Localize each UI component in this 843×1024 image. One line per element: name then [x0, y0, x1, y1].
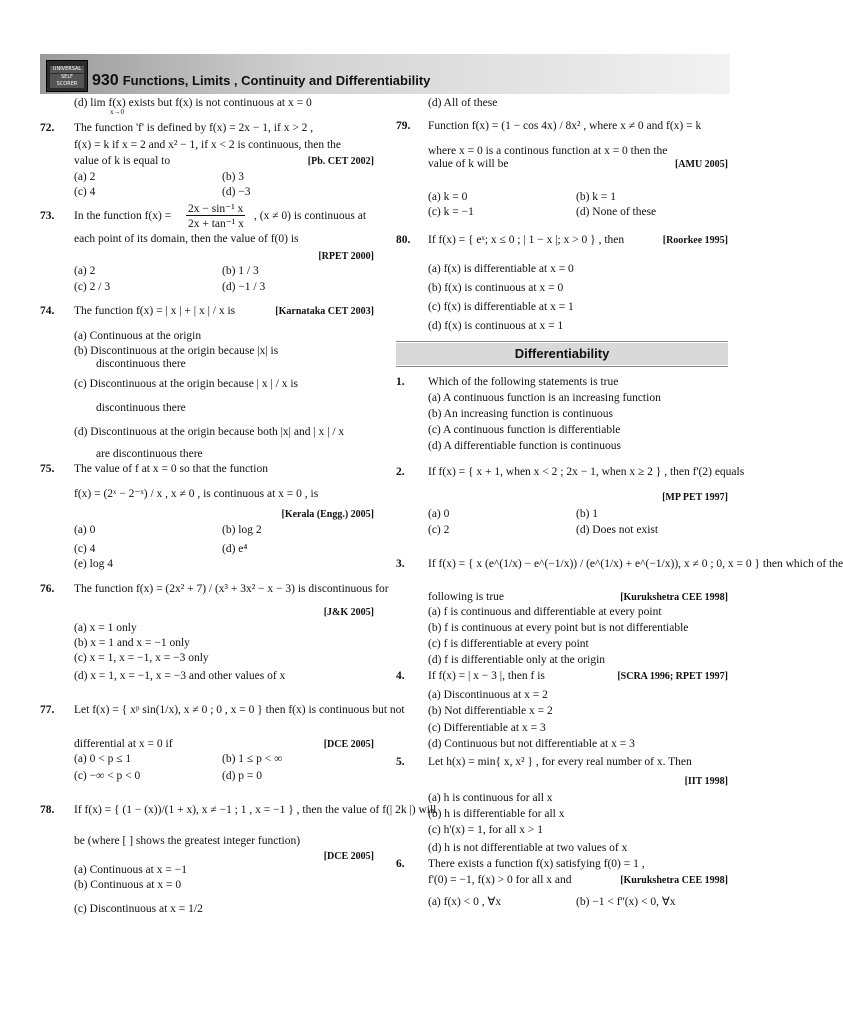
- q76-option-d: (d) x = 1, x = −1, x = −3 and other values of x: [74, 670, 286, 682]
- q79-text-1: Function f(x) = (1 − cos 4x) / 8x² , where x ≠ 0 and f(x) = k: [428, 120, 702, 132]
- q72-option-c: (c) 4: [74, 186, 96, 198]
- q72-option-b: (b) 3: [222, 171, 245, 183]
- q78-option-b: (b) Continuous at x = 0: [74, 879, 182, 891]
- q73-fraction-numerator: 2x − sin⁻¹ x: [188, 203, 244, 215]
- q73-option-c: (c) 2 / 3: [74, 281, 111, 293]
- q73-text-2: each point of its domain, then the value of f(0) is: [74, 233, 299, 245]
- q74-option-d: (d) Discontinuous at the origin because both |x| and | x | / x: [74, 426, 345, 438]
- d2-option-c: (c) 2: [428, 524, 450, 536]
- d2-option-d: (d) Does not exist: [576, 524, 659, 536]
- q79-text-2: where x = 0 is a continous function at x = 0 then the: [428, 145, 668, 157]
- q80-option-a: (a) f(x) is differentiable at x = 0: [428, 263, 574, 275]
- q79-option-c: (c) k = −1: [428, 206, 474, 218]
- d2-text: If f(x) = { x + 1, when x < 2 ; 2x − 1, when x ≥ 2 } , then f'(2) equals: [428, 466, 745, 478]
- q80-source: [Roorkee 1995]: [662, 235, 728, 246]
- q76-source: [J&K 2005]: [323, 607, 374, 618]
- q78-option-c: (c) Discontinuous at x = 1/2: [74, 903, 203, 915]
- q72-text-1: The function 'f' is defined by f(x) = 2x − 1, if x > 2 ,: [74, 122, 314, 134]
- q76-option-a: (a) x = 1 only: [74, 622, 137, 634]
- q78-text-1: If f(x) = { (1 − (x))/(1 + x), x ≠ −1 ; 1 , x = −1 } , then the value of f(| 2k |) will: [74, 804, 437, 816]
- q78-option-d: (d) All of these: [428, 97, 498, 109]
- d3-option-d: (d) f is differentiable only at the origin: [428, 654, 606, 666]
- chapter-title: Functions, Limits , Continuity and Differentiability: [122, 73, 431, 88]
- q78-option-a: (a) Continuous at x = −1: [74, 864, 187, 876]
- q79-option-b: (b) k = 1: [576, 191, 617, 203]
- d3-option-b: (b) f is continuous at every point but is not differentiable: [428, 622, 689, 634]
- d1-option-d: (d) A differentiable function is continuous: [428, 440, 622, 452]
- q76-option-b: (b) x = 1 and x = −1 only: [74, 637, 190, 649]
- d4-option-c: (c) Differentiable at x = 3: [428, 722, 546, 734]
- d3-text-1: If f(x) = { x (e^(1/x) − e^(−1/x)) / (e^(1/x) + e^(−1/x)), x ≠ 0 ; 0, x = 0 } then which of the: [428, 558, 843, 570]
- q80-option-d: (d) f(x) is continuous at x = 1: [428, 320, 564, 332]
- q72-text-2: f(x) = k if x = 2 and x² − 1, if x < 2 is continuous, then the: [74, 139, 342, 151]
- q73-source: [RPET 2000]: [318, 251, 374, 262]
- d5-option-d: (d) h is not differentiable at two values of x: [428, 842, 628, 854]
- q72-source: [Pb. CET 2002]: [307, 156, 374, 167]
- d5-source: [IIT 1998]: [684, 776, 728, 787]
- q74-source: [Karnataka CET 2003]: [275, 306, 374, 317]
- q74-option-c-cont: discontinuous there: [96, 402, 186, 414]
- d2-source: [MP PET 1997]: [662, 492, 728, 503]
- q75-option-e: (e) log 4: [74, 558, 113, 570]
- q74-option-c: (c) Discontinuous at the origin because | x | / x is: [74, 378, 299, 390]
- q75-option-c: (c) 4: [74, 543, 96, 555]
- q74-option-a: (a) Continuous at the origin: [74, 330, 202, 342]
- q73-fraction-denominator: 2x + tan⁻¹ x: [188, 218, 244, 230]
- q74-option-b-cont: discontinuous there: [96, 358, 186, 370]
- q79-source: [AMU 2005]: [674, 159, 728, 170]
- d1-option-c: (c) A continuous function is differentiable: [428, 424, 621, 436]
- q80-text-1: If f(x) = { eˣ; x ≤ 0 ; | 1 − x |; x > 0 } , then: [428, 234, 625, 246]
- d3-source: [Kurukshetra CEE 1998]: [620, 592, 728, 603]
- q75-text-1: The value of f at x = 0 so that the function: [74, 463, 268, 475]
- q75-text-2: f(x) = (2ˣ − 2⁻ˣ) / x , x ≠ 0 , is continuous at x = 0 , is: [74, 488, 319, 500]
- d6-text-2: f'(0) = −1, f(x) > 0 for all x and: [428, 874, 572, 886]
- q77-text-2: differential at x = 0 if: [74, 738, 173, 750]
- limit-subscript: x→0: [110, 108, 124, 116]
- d6-source: [Kurukshetra CEE 1998]: [620, 875, 728, 886]
- q78-text-2: be (where [ ] shows the greatest integer function): [74, 835, 301, 847]
- page-title: [92, 72, 430, 90]
- q80-option-c: (c) f(x) is differentiable at x = 1: [428, 301, 574, 313]
- d4-option-a: (a) Discontinuous at x = 2: [428, 689, 548, 701]
- d5-option-b: (b) h is differentiable for all x: [428, 808, 565, 820]
- q79-option-d: (d) None of these: [576, 206, 657, 218]
- q77-option-b: (b) 1 ≤ p < ∞: [222, 753, 283, 765]
- d1-option-b: (b) An increasing function is continuous: [428, 408, 613, 420]
- d3-option-a: (a) f is continuous and differentiable at every point: [428, 606, 662, 618]
- d4-text: If f(x) = | x − 3 |, then f is: [428, 670, 545, 682]
- q79-option-a: (a) k = 0: [428, 191, 468, 203]
- d2-option-b: (b) 1: [576, 508, 599, 520]
- publisher-logo: UNIVERSAL SELF SCORER: [46, 60, 88, 92]
- q73-option-b: (b) 1 / 3: [222, 265, 259, 277]
- page-number: 930: [92, 72, 119, 89]
- d5-option-c: (c) h'(x) = 1, for all x > 1: [428, 824, 543, 836]
- d6-option-b: (b) −1 < f''(x) < 0, ∀x: [576, 896, 676, 908]
- q76-option-c: (c) x = 1, x = −1, x = −3 only: [74, 652, 209, 664]
- q73-option-a: (a) 2: [74, 265, 96, 277]
- q73-option-d: (d) −1 / 3: [222, 281, 266, 293]
- d6-option-a: (a) f(x) < 0 , ∀x: [428, 896, 502, 908]
- d4-option-b: (b) Not differentiable x = 2: [428, 705, 553, 717]
- section-heading-differentiability: Differentiability: [396, 343, 728, 365]
- q75-option-d: (d) e⁴: [222, 543, 248, 555]
- q76-text-1: The function f(x) = (2x² + 7) / (x³ + 3x² − x − 3) is discontinuous for: [74, 583, 389, 595]
- q77-option-d: (d) p = 0: [222, 770, 263, 782]
- q72-option-d: (d) −3: [222, 186, 251, 198]
- q75-option-b: (b) log 2: [222, 524, 262, 536]
- q79-text-3: value of k will be: [428, 158, 509, 170]
- q73-text-1b: , (x ≠ 0) is continuous at: [254, 210, 367, 222]
- q74-option-d-cont: are discontinuous there: [96, 448, 203, 460]
- d4-option-d: (d) Continuous but not differentiable at x = 3: [428, 738, 635, 750]
- q77-option-c: (c) −∞ < p < 0: [74, 770, 141, 782]
- q80-option-b: (b) f(x) is continuous at x = 0: [428, 282, 564, 294]
- q74-text-1: The function f(x) = | x | + | x | / x is: [74, 305, 236, 317]
- d5-option-a: (a) h is continuous for all x: [428, 792, 553, 804]
- q78-source: [DCE 2005]: [323, 851, 374, 862]
- d6-text-1: There exists a function f(x) satisfying f(0) = 1 ,: [428, 858, 645, 870]
- q72-option-a: (a) 2: [74, 171, 96, 183]
- d1-option-a: (a) A continuous function is an increasing function: [428, 392, 661, 404]
- q72-text-3: value of k is equal to: [74, 155, 171, 167]
- q71-option-d: (d) lim f(x) exists but f(x) is not continuous at x = 0: [74, 97, 312, 109]
- d3-option-c: (c) f is differentiable at every point: [428, 638, 589, 650]
- q77-text-1: Let f(x) = { xᵖ sin(1/x), x ≠ 0 ; 0 , x = 0 } then f(x) is continuous but not: [74, 704, 405, 716]
- q77-option-a: (a) 0 < p ≤ 1: [74, 753, 132, 765]
- q73-text-1a: In the function f(x) =: [74, 210, 172, 222]
- d3-text-2: following is true: [428, 591, 505, 603]
- d1-text: Which of the following statements is true: [428, 376, 619, 388]
- q77-source: [DCE 2005]: [323, 739, 374, 750]
- d4-source: [SCRA 1996; RPET 1997]: [617, 671, 728, 682]
- q75-source: [Kerala (Engg.) 2005]: [281, 509, 374, 520]
- d2-option-a: (a) 0: [428, 508, 450, 520]
- d5-text: Let h(x) = min{ x, x² } , for every real number of x. Then: [428, 756, 692, 768]
- q74-option-b: (b) Discontinuous at the origin because |x| is: [74, 345, 279, 357]
- q75-option-a: (a) 0: [74, 524, 96, 536]
